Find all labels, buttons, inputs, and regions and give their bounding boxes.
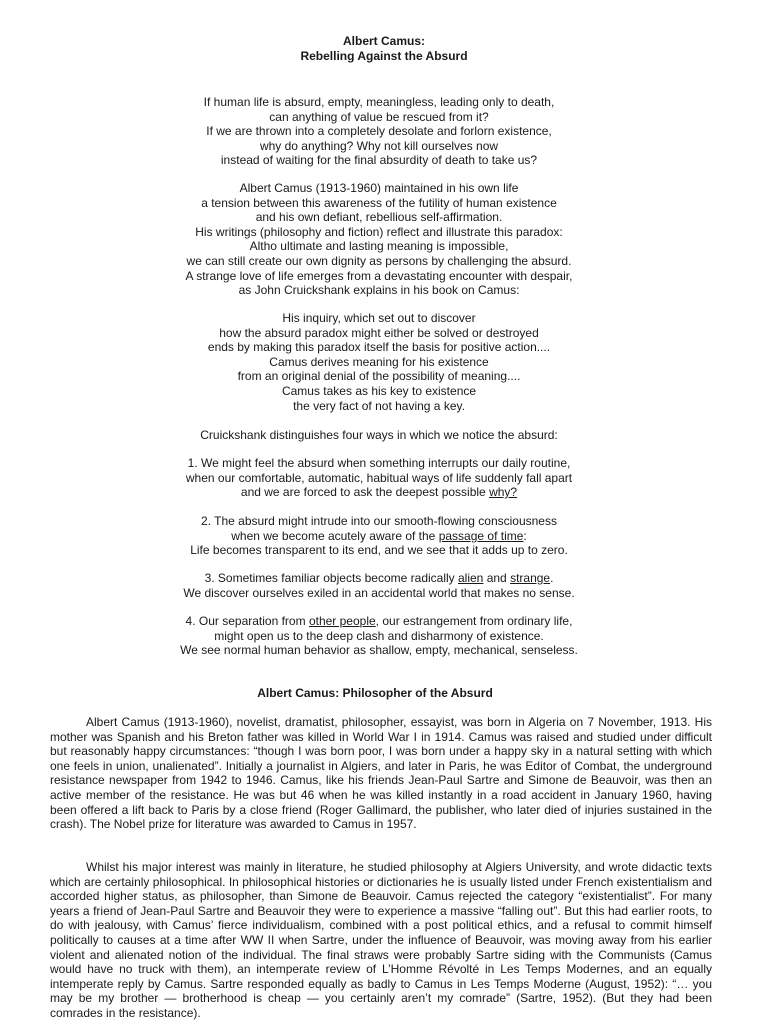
underlined-strange: strange bbox=[510, 571, 551, 585]
four-ways-intro: Cruickshank distinguishes four ways in which we notice the absurd: bbox=[200, 428, 558, 442]
paradox-line: a tension between this awareness of the futility of human existence bbox=[201, 195, 557, 210]
underlined-passage-of-time: passage of time bbox=[438, 528, 524, 543]
bio-paragraph-2: Whilst his major interest was mainly in literature, he studied philosophy at Algiers University, and wrote didactic texts which are certainly philosophical. In philosophical histories or dictionaries he is usually listed under French existentialism and accorded higher status, as philosopher, than Simone de Beauvoir. Camus rejected the category “existentialist”. For many years a friend of Jean-Paul Sartre and Beauvoir they were to experience a massive “falling out”. But this had earlier roots, to do with jealousy, with Camus’ fierce individualism, combined with a post political ethics, and a refusal to commit himself politically to causes at a time after WW II when Sartre, under the influence of Beauvoir, was moving away from his earlier violent and alienated notion of the individual. The final straws were probably Sartre siding with the Communists (Camus would have no truck with them), an intemperate review of L’Homme Révolté in Les Temps Modernes, and an equally intemperate reply by Camus. Sartre responded equally as badly to Camus in Les Temps Moderne (August, 1952): “… you may be my brother — brotherhood is cheap — you certainly aren’t my comrade” (Sartre, 1952). (But they had been comrades in the resistance). bbox=[50, 860, 712, 1020]
intro-line: If human life is absurd, empty, meaningless, leading only to death, bbox=[203, 95, 555, 109]
paradox-line: as John Cruickshank explains in his book on Camus: bbox=[238, 283, 520, 298]
paradox-line: Albert Camus (1913-1960) maintained in his own life bbox=[239, 181, 519, 195]
intro-questions bbox=[0, 95, 758, 168]
intro-line: instead of waiting for the final absurdity of death to take us? bbox=[220, 153, 538, 168]
camus-paradox bbox=[0, 181, 758, 298]
way-2: 2. The absurd might intrude into our smooth-flowing consciousness when we become acutely aware of the passage of time: Life becomes transparent to its end, and we see that it adds up to zero. bbox=[190, 514, 568, 558]
bio-paragraph-1: Albert Camus (1913-1960), novelist, dramatist, philosopher, essayist, was born in Algeria on 7 November, 1913. His mother was Spanish and his Breton father was killed in World War I in 1914. Camus was raised and studied under difficult but reasonably happy circumstances: “though I was born poor, I was born under a happy sky in a natural setting with which one feels in union, unalienated”. Initially a journalist in Algiers, and later in Paris, he was Editor of Combat, the underground resistance newspaper from 1942 to 1946. Camus, like his friends Jean-Paul Sartre and Simone de Beauvoir, was then an active member of the resistance. He was but 46 when he was killed instantly in a road accident in January 1960, having been offered a lift back to Paris by a close friend (Roger Gallimard, the publisher, who later died of injuries sustained in the crash). The Nobel prize for literature was awarded to Camus in 1957. bbox=[50, 715, 712, 832]
way-3: 3. Sometimes familiar objects become radically alien and strange. We discover ourselves exiled in an accidental world that makes no sense. bbox=[183, 571, 575, 600]
quote-line: ends by making this paradox itself the basis for positive action.... bbox=[207, 340, 551, 355]
quote-line: from an original denial of the possibility of meaning.... bbox=[237, 369, 521, 384]
quote-line: Camus derives meaning for his existence bbox=[269, 354, 489, 369]
intro-line: can anything of value be rescued from it? bbox=[269, 109, 489, 124]
way-4: 4. Our separation from other people, our estrangement from ordinary life, might open us to the deep clash and disharmony of existence. We see normal human behavior as shallow, empty, mechanical, senseless. bbox=[180, 614, 578, 658]
underlined-why: why? bbox=[489, 485, 518, 500]
paradox-line: we can still create our own dignity as persons by challenging the absurd. bbox=[186, 253, 572, 268]
page-title bbox=[0, 34, 768, 63]
underlined-other-people: other people bbox=[308, 614, 376, 628]
quote-line: how the absurd paradox might either be solved or destroyed bbox=[219, 325, 539, 340]
paradox-line: Altho ultimate and lasting meaning is impossible, bbox=[249, 239, 509, 254]
title-line-1: Albert Camus: bbox=[342, 34, 425, 48]
cruickshank-quote bbox=[0, 311, 758, 413]
quote-line: Camus takes as his key to existence bbox=[281, 383, 477, 398]
section-heading: Albert Camus: Philosopher of the Absurd bbox=[257, 686, 493, 700]
quote-line: His inquiry, which set out to discover bbox=[282, 311, 476, 325]
title-line-2: Rebelling Against the Absurd bbox=[300, 48, 468, 63]
paradox-line: and his own defiant, rebellious self-affirmation. bbox=[255, 210, 503, 225]
intro-line: If we are thrown into a completely desolate and forlorn existence, bbox=[206, 124, 552, 139]
quote-line: the very fact of not having a key. bbox=[293, 398, 465, 413]
underlined-alien: alien bbox=[458, 571, 484, 585]
way-1: 1. We might feel the absurd when something interrupts our daily routine, when our comfortable, automatic, habitual ways of life suddenly fall apart and we are forced to ask the deepest possible why? bbox=[185, 456, 573, 500]
intro-line: why do anything? Why not kill ourselves now bbox=[259, 138, 499, 153]
paradox-line: His writings (philosophy and fiction) reflect and illustrate this paradox: bbox=[195, 224, 563, 239]
paradox-line: A strange love of life emerges from a devastating encounter with despair, bbox=[185, 268, 573, 283]
